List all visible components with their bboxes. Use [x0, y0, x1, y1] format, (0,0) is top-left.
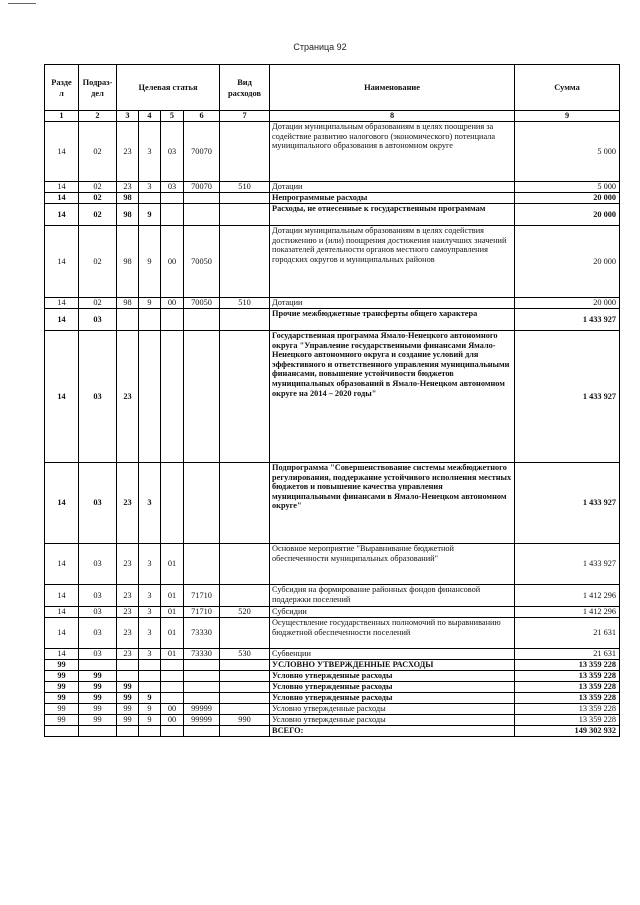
table-row — [45, 715, 620, 726]
sum-cell: 13 359 228 — [515, 660, 620, 671]
table-row — [45, 331, 620, 463]
code-cell-c2: 03 — [79, 649, 117, 660]
code-cell-c3: 23 — [117, 607, 139, 618]
code-cell-c1: 14 — [45, 618, 79, 649]
sum-cell: 20 000 — [515, 193, 620, 204]
code-cell-c1: 14 — [45, 226, 79, 298]
code-cell-c3: 23 — [117, 122, 139, 182]
code-cell-c6 — [184, 544, 220, 585]
code-cell-c7 — [220, 693, 270, 704]
name-cell: Расходы, не отнесенные к государственным программам — [270, 204, 515, 226]
code-cell-c2: 02 — [79, 182, 117, 193]
name-cell: Условно утвержденные расходы — [270, 693, 515, 704]
code-cell-c7: 990 — [220, 715, 270, 726]
code-cell-c4: 9 — [139, 298, 161, 309]
table-row — [45, 704, 620, 715]
header-vid-rashodov — [220, 65, 270, 111]
table-row — [45, 618, 620, 649]
header-podrazdel — [79, 65, 117, 111]
total-empty-cell — [117, 726, 139, 737]
table-body — [45, 122, 620, 726]
sum-cell: 20 000 — [515, 298, 620, 309]
table-row — [45, 193, 620, 204]
name-cell: Основное мероприятие "Выравнивание бюджетной обеспеченности муниципальных образований" — [270, 544, 515, 585]
code-cell-c4: 3 — [139, 585, 161, 607]
code-cell-c2: 02 — [79, 226, 117, 298]
code-cell-c3: 99 — [117, 704, 139, 715]
code-cell-c7 — [220, 122, 270, 182]
name-cell: Условно утвержденные расходы — [270, 704, 515, 715]
column-number-row — [45, 111, 620, 122]
table-row — [45, 204, 620, 226]
sum-cell: 20 000 — [515, 204, 620, 226]
code-cell-c1: 14 — [45, 544, 79, 585]
header-vid-text: Вид расходов — [228, 77, 262, 98]
code-cell-c1: 99 — [45, 671, 79, 682]
code-cell-c3: 98 — [117, 193, 139, 204]
code-cell-c5: 00 — [161, 715, 184, 726]
code-cell-c4 — [139, 331, 161, 463]
header-row — [45, 65, 620, 111]
total-sum: 149 302 932 — [515, 726, 620, 737]
code-cell-c1: 14 — [45, 649, 79, 660]
table-row — [45, 607, 620, 618]
name-cell: Условно утвержденные расходы — [270, 715, 515, 726]
table-row — [45, 298, 620, 309]
code-cell-c3: 99 — [117, 693, 139, 704]
code-cell-c5 — [161, 309, 184, 331]
code-cell-c3: 23 — [117, 544, 139, 585]
code-cell-c6 — [184, 204, 220, 226]
code-cell-c2: 03 — [79, 544, 117, 585]
code-cell-c7: 510 — [220, 298, 270, 309]
code-cell-c1: 99 — [45, 693, 79, 704]
sum-cell: 1 412 296 — [515, 607, 620, 618]
code-cell-c2: 99 — [79, 715, 117, 726]
code-cell-c5 — [161, 193, 184, 204]
header-razdel-text: Разде л — [51, 77, 72, 98]
code-cell-c1: 99 — [45, 715, 79, 726]
code-cell-c6 — [184, 309, 220, 331]
code-cell-c4: 3 — [139, 463, 161, 544]
code-cell-c1: 14 — [45, 607, 79, 618]
total-empty-cell — [139, 726, 161, 737]
code-cell-c6: 70070 — [184, 182, 220, 193]
sum-cell: 5 000 — [515, 182, 620, 193]
code-cell-c1: 14 — [45, 182, 79, 193]
name-cell: Субвенции — [270, 649, 515, 660]
code-cell-c2: 02 — [79, 204, 117, 226]
code-cell-c4: 9 — [139, 204, 161, 226]
code-cell-c4: 3 — [139, 544, 161, 585]
code-cell-c5: 01 — [161, 585, 184, 607]
code-cell-c6: 70050 — [184, 298, 220, 309]
column-number: 9 — [515, 111, 620, 122]
code-cell-c1: 14 — [45, 298, 79, 309]
code-cell-c5: 00 — [161, 298, 184, 309]
code-cell-c5 — [161, 671, 184, 682]
code-cell-c5 — [161, 660, 184, 671]
sum-cell: 20 000 — [515, 226, 620, 298]
table-row — [45, 682, 620, 693]
code-cell-c7: 520 — [220, 607, 270, 618]
code-cell-c5: 01 — [161, 544, 184, 585]
code-cell-c6: 70050 — [184, 226, 220, 298]
name-cell: Дотации муниципальным образованиям в целях содействия достижению и (или) поощрения достижения наилучших значений показателей деятельности органов местного самоуправления городских округов и муниципальных районов — [270, 226, 515, 298]
code-cell-c2: 03 — [79, 309, 117, 331]
code-cell-c6: 99999 — [184, 704, 220, 715]
sum-cell: 21 631 — [515, 649, 620, 660]
code-cell-c5: 01 — [161, 618, 184, 649]
code-cell-c3: 99 — [117, 682, 139, 693]
code-cell-c2: 03 — [79, 618, 117, 649]
code-cell-c6 — [184, 331, 220, 463]
code-cell-c5: 00 — [161, 704, 184, 715]
sum-cell: 13 359 228 — [515, 704, 620, 715]
name-cell: Подпрограмма "Совершенствование системы межбюджетного регулирования, поддержание устойчивого исполнения местных бюджетов и повышение качества управления муниципальными финансами в Ямало-Ненецком автономном округе" — [270, 463, 515, 544]
code-cell-c5: 01 — [161, 649, 184, 660]
sum-cell: 13 359 228 — [515, 671, 620, 682]
total-empty-cell — [220, 726, 270, 737]
header-summa: Сумма — [515, 65, 620, 111]
table-row — [45, 585, 620, 607]
code-cell-c2: 02 — [79, 193, 117, 204]
code-cell-c4: 3 — [139, 182, 161, 193]
code-cell-c3: 23 — [117, 182, 139, 193]
code-cell-c2: 03 — [79, 463, 117, 544]
total-empty-cell — [184, 726, 220, 737]
header-podrazdel-text: Подраз- дел — [82, 77, 113, 98]
code-cell-c7 — [220, 331, 270, 463]
header-naimenovanie: Наименование — [270, 65, 515, 111]
code-cell-c4: 9 — [139, 226, 161, 298]
code-cell-c2 — [79, 660, 117, 671]
code-cell-c1: 14 — [45, 585, 79, 607]
code-cell-c6 — [184, 193, 220, 204]
code-cell-c4 — [139, 671, 161, 682]
code-cell-c7 — [220, 226, 270, 298]
code-cell-c4: 3 — [139, 122, 161, 182]
table-row — [45, 649, 620, 660]
table-row — [45, 309, 620, 331]
code-cell-c1: 14 — [45, 193, 79, 204]
code-cell-c3: 23 — [117, 463, 139, 544]
code-cell-c3: 23 — [117, 331, 139, 463]
code-cell-c2: 03 — [79, 607, 117, 618]
code-cell-c7: 530 — [220, 649, 270, 660]
code-cell-c4 — [139, 682, 161, 693]
code-cell-c3 — [117, 660, 139, 671]
code-cell-c2: 99 — [79, 704, 117, 715]
name-cell: Государственная программа Ямало-Ненецкого автономного округа "Управление государственными финансами Ямало-Ненецкого автономного округа и создание условий для эффективного и ответственного управления муниципальными финансами, повышение устойчивости бюджетов муниципальных образований в Ямало-Ненецком автономном округе на 2014 – 2020 годы" — [270, 331, 515, 463]
code-cell-c1: 99 — [45, 660, 79, 671]
column-number: 3 — [117, 111, 139, 122]
code-cell-c4: 9 — [139, 693, 161, 704]
code-cell-c6: 73330 — [184, 649, 220, 660]
sum-cell: 1 433 927 — [515, 331, 620, 463]
total-empty-cell — [161, 726, 184, 737]
code-cell-c7 — [220, 544, 270, 585]
code-cell-c6: 99999 — [184, 715, 220, 726]
name-cell: Дотации муниципальным образованиям в целях поощрения за содействие развитию налогового (экономического) потенциала муниципального образования в автономном округе — [270, 122, 515, 182]
code-cell-c6 — [184, 463, 220, 544]
code-cell-c2: 99 — [79, 671, 117, 682]
code-cell-c1: 14 — [45, 309, 79, 331]
sum-cell: 5 000 — [515, 122, 620, 182]
column-number: 1 — [45, 111, 79, 122]
code-cell-c2: 02 — [79, 122, 117, 182]
code-cell-c7 — [220, 618, 270, 649]
code-cell-c5: 00 — [161, 226, 184, 298]
code-cell-c2: 99 — [79, 682, 117, 693]
code-cell-c1: 14 — [45, 463, 79, 544]
code-cell-c3: 98 — [117, 226, 139, 298]
code-cell-c4: 9 — [139, 715, 161, 726]
code-cell-c5: 03 — [161, 122, 184, 182]
sum-cell: 1 412 296 — [515, 585, 620, 607]
code-cell-c4: 3 — [139, 649, 161, 660]
code-cell-c2: 03 — [79, 331, 117, 463]
table-row — [45, 544, 620, 585]
code-cell-c4 — [139, 660, 161, 671]
code-cell-c4: 3 — [139, 607, 161, 618]
code-cell-c4 — [139, 309, 161, 331]
budget-table — [44, 64, 620, 737]
code-cell-c6: 70070 — [184, 122, 220, 182]
total-label: ВСЕГО: — [270, 726, 515, 737]
code-cell-c4 — [139, 193, 161, 204]
column-number: 2 — [79, 111, 117, 122]
code-cell-c3: 23 — [117, 618, 139, 649]
code-cell-c7 — [220, 309, 270, 331]
table-row — [45, 463, 620, 544]
table-row — [45, 226, 620, 298]
header-razdel — [45, 65, 79, 111]
table-row — [45, 671, 620, 682]
code-cell-c6: 71710 — [184, 607, 220, 618]
code-cell-c7: 510 — [220, 182, 270, 193]
code-cell-c7 — [220, 682, 270, 693]
code-cell-c3: 23 — [117, 649, 139, 660]
code-cell-c7 — [220, 463, 270, 544]
total-empty-cell — [45, 726, 79, 737]
code-cell-c1: 14 — [45, 122, 79, 182]
code-cell-c7 — [220, 585, 270, 607]
name-cell: Непрограммные расходы — [270, 193, 515, 204]
code-cell-c6: 73330 — [184, 618, 220, 649]
code-cell-c5: 01 — [161, 607, 184, 618]
name-cell: Дотации — [270, 182, 515, 193]
code-cell-c1: 99 — [45, 682, 79, 693]
code-cell-c6 — [184, 682, 220, 693]
header-celevaya-statya: Целевая статья — [117, 65, 220, 111]
code-cell-c5: 03 — [161, 182, 184, 193]
column-number: 4 — [139, 111, 161, 122]
code-cell-c7 — [220, 671, 270, 682]
sum-cell: 1 433 927 — [515, 544, 620, 585]
code-cell-c7 — [220, 660, 270, 671]
sum-cell: 13 359 228 — [515, 682, 620, 693]
table-row — [45, 660, 620, 671]
sum-cell: 1 433 927 — [515, 309, 620, 331]
table-row — [45, 122, 620, 182]
code-cell-c5 — [161, 682, 184, 693]
column-number: 6 — [184, 111, 220, 122]
code-cell-c3 — [117, 309, 139, 331]
name-cell: Субсидия на формирование районных фондов финансовой поддержки поселений — [270, 585, 515, 607]
table-row — [45, 693, 620, 704]
table-row — [45, 182, 620, 193]
code-cell-c6: 71710 — [184, 585, 220, 607]
code-cell-c3 — [117, 671, 139, 682]
name-cell: Условно утвержденные расходы — [270, 671, 515, 682]
total-row — [45, 726, 620, 737]
sum-cell: 13 359 228 — [515, 693, 620, 704]
code-cell-c3: 98 — [117, 298, 139, 309]
code-cell-c4: 9 — [139, 704, 161, 715]
code-cell-c5 — [161, 463, 184, 544]
page-number: Страница 92 — [293, 42, 347, 52]
code-cell-c2: 03 — [79, 585, 117, 607]
code-cell-c6 — [184, 660, 220, 671]
code-cell-c5 — [161, 693, 184, 704]
code-cell-c7 — [220, 204, 270, 226]
column-number: 5 — [161, 111, 184, 122]
code-cell-c3: 23 — [117, 585, 139, 607]
code-cell-c2: 99 — [79, 693, 117, 704]
code-cell-c1: 14 — [45, 331, 79, 463]
sum-cell: 1 433 927 — [515, 463, 620, 544]
code-cell-c5 — [161, 331, 184, 463]
name-cell: Осуществление государственных полномочий по выравниванию бюджетной обеспеченности поселений — [270, 618, 515, 649]
code-cell-c1: 99 — [45, 704, 79, 715]
code-cell-c4: 3 — [139, 618, 161, 649]
sum-cell: 13 359 228 — [515, 715, 620, 726]
code-cell-c3: 99 — [117, 715, 139, 726]
code-cell-c2: 02 — [79, 298, 117, 309]
code-cell-c5 — [161, 204, 184, 226]
column-number: 8 — [270, 111, 515, 122]
name-cell: УСЛОВНО УТВЕРЖДЕННЫЕ РАСХОДЫ — [270, 660, 515, 671]
total-empty-cell — [79, 726, 117, 737]
code-cell-c1: 14 — [45, 204, 79, 226]
name-cell: Дотации — [270, 298, 515, 309]
code-cell-c6 — [184, 671, 220, 682]
scan-edge-mark — [8, 3, 36, 4]
code-cell-c6 — [184, 693, 220, 704]
code-cell-c3: 98 — [117, 204, 139, 226]
code-cell-c7 — [220, 193, 270, 204]
name-cell: Субсидии — [270, 607, 515, 618]
name-cell: Условно утвержденные расходы — [270, 682, 515, 693]
code-cell-c7 — [220, 704, 270, 715]
sum-cell: 21 631 — [515, 618, 620, 649]
column-number: 7 — [220, 111, 270, 122]
name-cell: Прочие межбюджетные трансферты общего характера — [270, 309, 515, 331]
